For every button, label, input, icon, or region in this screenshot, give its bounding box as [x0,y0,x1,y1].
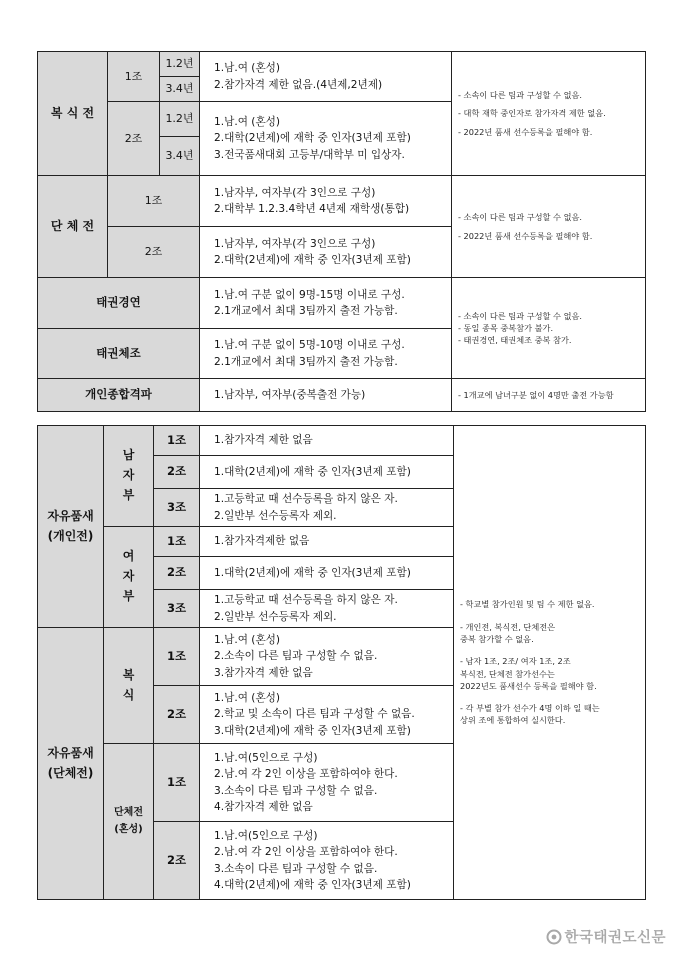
freestyle-male-g2-conditions [200,456,454,489]
freestyle-notes [454,426,646,900]
taekwon-gyeongyeon-conditions [200,278,452,329]
freestyle-team-doubles-label [104,628,154,744]
note-line: 상위 조에 통합하여 실시한다. [460,715,566,726]
condition-line: 1.남.여(5인으로 구성) [214,829,318,842]
condition-line: 1.남자부, 여자부(각 3인으로 구성) [214,237,376,250]
freestyle-team-doubles-g2-conditions [200,686,454,744]
doubles-group1-name: 1조 [108,52,160,102]
watermark-text: 한국태권도신문 [564,930,666,946]
note-line: - 대학 재학 중인자로 참가자격 제한 없음. [458,108,606,119]
note-line: - 각 부별 참가 선수가 4명 이하 일 때는 [460,703,600,714]
condition-line: 2.대학부 1.2.3.4학년 4년제 재학생(통합) [214,203,410,215]
doubles-group1-year-a: 1.2년 [160,52,200,77]
condition-line: 1.고등학교 때 선수등록을 하지 않은 자. [214,493,398,506]
freestyle-individual-label [38,426,104,628]
condition-line: 3.참가자격 제한 없음 [214,666,313,679]
condition-line: 2.대학(2년제)에 재학 중 인자(3년제 포함) [214,254,411,266]
freestyle-team-mixed-g1-name: 1조 [154,744,200,822]
note-line: - 동일 종목 중복참가 불가. [458,322,554,333]
condition-line: 1.참가자격 제한 없음 [214,434,313,447]
label-char: 복 [122,667,135,682]
label-line: 단체전 [114,807,143,818]
note-line: 2022년도 품새선수 등록을 필해야 함. [460,680,597,691]
watermark [546,926,666,947]
freestyle-female-g2-name: 2조 [154,557,200,590]
condition-line: 2.1개교에서 최대 3팀까지 출전 가능함. [214,305,398,317]
label-line: (개인전) [47,528,94,543]
label-char: 자 [122,468,135,483]
freestyle-male-g1-name: 1조 [154,426,200,456]
doubles-group2-name: 2조 [108,102,160,176]
condition-line: 1.고등학교 때 선수등록을 하지 않은 자. [214,594,398,607]
team-notes [452,176,646,278]
note-line: - 소속이 다른 팀과 구성할 수 없음. [458,90,582,101]
condition-line: 2.남.여 각 2인 이상을 포함하여야 한다. [214,768,398,781]
condition-line: 3.소속이 다른 팀과 구성할 수 없음. [214,862,378,875]
team-group2-conditions [200,227,452,278]
condition-line: 1.대학(2년제)에 재학 중 인자(3년제 포함) [214,566,411,579]
freestyle-female-g3-conditions [200,590,454,628]
label-char: 자 [122,569,135,584]
label-char: 식 [122,687,135,702]
label-line: (단체전) [47,765,94,780]
condition-line: 4.대학(2년제)에 재학 중 인자(3년제 포함) [214,878,411,891]
individual-breaking-label: 개인종합격파 [38,379,200,412]
performance-notes [452,278,646,379]
freestyle-male-g3-conditions [200,489,454,527]
team-group2-name: 2조 [108,227,200,278]
condition-line: 3.대학(2년제)에 재학 중 인자(3년제 포함) [214,724,411,737]
freestyle-female-g3-name: 3조 [154,590,200,628]
condition-line: 1.남.여 (혼성) [214,115,281,128]
condition-line: 1.남.여 (혼성) [214,62,281,75]
condition-line: 1.남.여 (혼성) [214,633,281,646]
note-line: - 학교별 참가인원 및 팀 수 제한 없음. [460,599,595,610]
doubles-label: 복 식 전 [38,52,108,176]
doubles-group2-conditions [200,102,452,176]
freestyle-female-label [104,527,154,628]
condition-line: 2.참가자격 제한 없음.(4년제,2년제) [214,78,383,91]
taekwon-gyeongyeon-label: 태권경연 [38,278,200,329]
condition-line: 1.참가자격제한 없음 [214,535,310,548]
freestyle-female-g2-conditions [200,557,454,590]
doubles-notes [452,52,646,176]
freestyle-male-g3-name: 3조 [154,489,200,527]
note-line: - 개인전, 복식전, 단체전은 [460,621,556,632]
doubles-group2-year-a: 1.2년 [160,102,200,137]
doubles-group1-year-b: 3.4년 [160,77,200,102]
condition-line: 4.참가자격 제한 없음 [214,800,313,813]
lower-table [37,425,646,900]
condition-line: 1.남.여 (혼성) [214,691,281,704]
freestyle-male-g2-name: 2조 [154,456,200,489]
label-line: (혼성) [114,823,143,835]
label-line: 자유품새 [47,745,94,760]
doubles-group2-year-b: 3.4년 [160,137,200,176]
condition-line: 3.소속이 다른 팀과 구성할 수 없음. [214,784,378,797]
condition-line: 1.남.여(5인으로 구성) [214,751,318,764]
freestyle-female-g1-name: 1조 [154,527,200,557]
condition-line: 1.남.여 구분 없이 9명-15명 이내로 구성. [214,288,405,301]
note-line: 중복 참가할 수 없음. [460,633,534,644]
note-line: 복식전, 단체전 참가선수는 [460,668,555,679]
condition-line: 1.대학(2년제)에 재학 중 인자(3년제 포함) [214,465,411,478]
condition-line: 1.남.여 구분 없이 5명-10명 이내로 구성. [214,339,405,352]
condition-line: 2.학교 및 소속이 다른 팀과 구성할 수 없음. [214,708,415,721]
individual-breaking-note: - 1개교에 남녀구분 없이 4명만 출전 가능함 [452,379,646,412]
individual-breaking-condition: 1.남자부, 여자부(중복출전 가능) [200,379,452,412]
condition-line: 2.소속이 다른 팀과 구성할 수 없음. [214,650,378,663]
taekwon-chejo-label: 태권체조 [38,329,200,379]
condition-line: 2.남.여 각 2인 이상을 포함하여야 한다. [214,846,398,859]
note-line: - 남자 1조, 2조/ 여자 1조, 2조 [460,656,571,667]
label-char: 부 [122,487,135,502]
freestyle-team-doubles-g1-conditions [200,628,454,686]
freestyle-team-mixed-label [104,744,154,900]
freestyle-female-g1-conditions [200,527,454,557]
label-char: 부 [122,588,135,603]
note-line: - 태권경연, 태권체조 중복 참가. [458,335,572,346]
condition-line: 2.일반부 선수등록자 제외. [214,610,337,623]
freestyle-team-doubles-g1-name: 1조 [154,628,200,686]
condition-line: 1.남자부, 여자부(각 3인으로 구성) [214,186,376,199]
note-line: - 2022년 품새 선수등록을 필해야 함. [458,230,593,241]
freestyle-team-mixed-g2-conditions [200,822,454,900]
team-group1-name: 1조 [108,176,200,227]
newspaper-logo-icon [546,929,562,945]
taekwon-chejo-conditions [200,329,452,379]
upper-table [37,51,646,412]
label-char: 남 [122,448,135,463]
freestyle-team-mixed-g1-conditions [200,744,454,822]
condition-line: 3.전국품새대회 고등부/대학부 미 입상자. [214,148,405,161]
note-line: - 소속이 다른 팀과 구성할 수 없음. [458,212,582,223]
condition-line: 2.대학(2년제)에 재학 중 인자(3년제 포함) [214,132,411,145]
freestyle-team-label [38,628,104,900]
freestyle-male-label [104,426,154,527]
condition-line: 2.일반부 선수등록자 제외. [214,509,337,522]
freestyle-male-g1-conditions [200,426,454,456]
freestyle-team-mixed-g2-name: 2조 [154,822,200,900]
label-line: 자유품새 [47,508,94,523]
label-char: 여 [122,549,135,564]
condition-line: 2.1개교에서 최대 3팀까지 출전 가능함. [214,355,398,368]
note-line: - 2022년 품새 선수등록을 필해야 함. [458,126,593,137]
doubles-group1-conditions [200,52,452,102]
team-label: 단 체 전 [38,176,108,278]
team-group1-conditions [200,176,452,227]
freestyle-team-doubles-g2-name: 2조 [154,686,200,744]
note-line: - 소속이 다른 팀과 구성할 수 없음. [458,310,582,321]
